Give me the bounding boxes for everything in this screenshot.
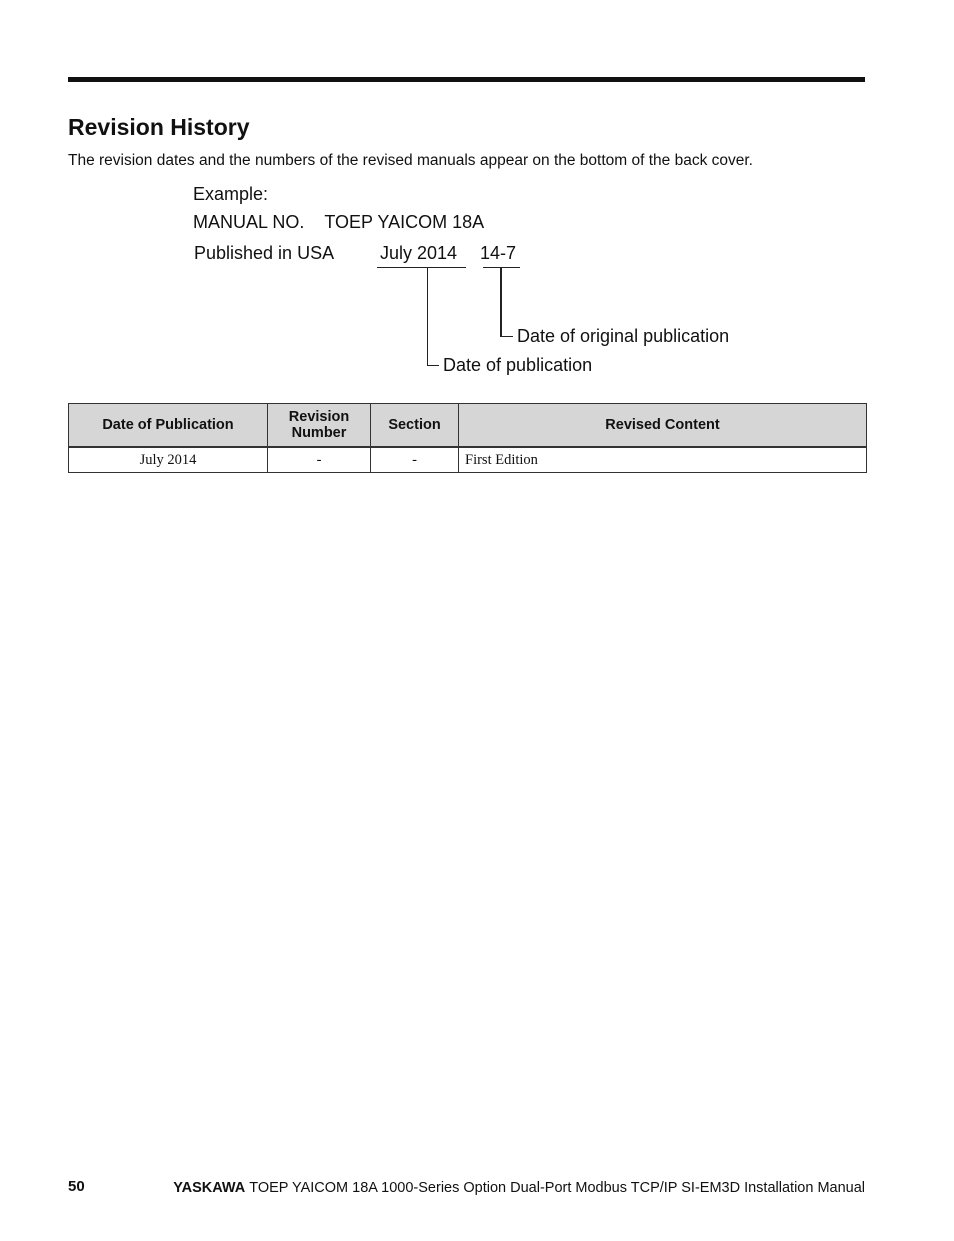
footer-brand: YASKAWA <box>173 1180 246 1196</box>
table-row <box>69 447 867 473</box>
revision-table <box>68 403 867 473</box>
header-revision: Revision Number <box>268 404 371 448</box>
manual-value: TOEP YAICOM 18A <box>324 212 485 232</box>
label-original-publication: Date of original publication <box>517 326 730 346</box>
header-section: Section <box>371 404 459 448</box>
footer-title <box>173 1180 865 1196</box>
date-leader-vertical <box>427 267 428 366</box>
example-code: 14-7 <box>480 243 517 263</box>
date-underline <box>377 267 466 268</box>
code-leader-vertical <box>500 267 502 337</box>
example-manual-line <box>193 212 484 233</box>
label-date-of-publication: Date of publication <box>443 355 593 375</box>
cell-section: - <box>371 447 459 473</box>
cell-revision: - <box>268 447 371 473</box>
example-date: July 2014 <box>380 243 458 263</box>
cell-content: First Edition <box>459 447 867 473</box>
header-date: Date of Publication <box>69 404 268 448</box>
example-heading: Example: <box>193 184 269 204</box>
table-header-row <box>69 404 867 448</box>
page-title: Revision History <box>68 114 250 140</box>
footer-manual-title: TOEP YAICOM 18A 1000-Series Option Dual-Port Modbus TCP/IP SI-EM3D Installation Manual <box>249 1180 865 1196</box>
page-number: 50 <box>68 1178 85 1195</box>
date-leader-horizontal <box>427 365 439 366</box>
header-content: Revised Content <box>459 404 867 448</box>
code-leader-horizontal <box>500 336 513 337</box>
published-in-text: Published in USA <box>194 243 335 263</box>
intro-text: The revision dates and the numbers of the revised manuals appear on the bottom of the back cover. <box>68 152 753 169</box>
top-rule <box>68 77 865 82</box>
manual-label: MANUAL NO. <box>193 212 305 232</box>
cell-date: July 2014 <box>69 447 268 473</box>
